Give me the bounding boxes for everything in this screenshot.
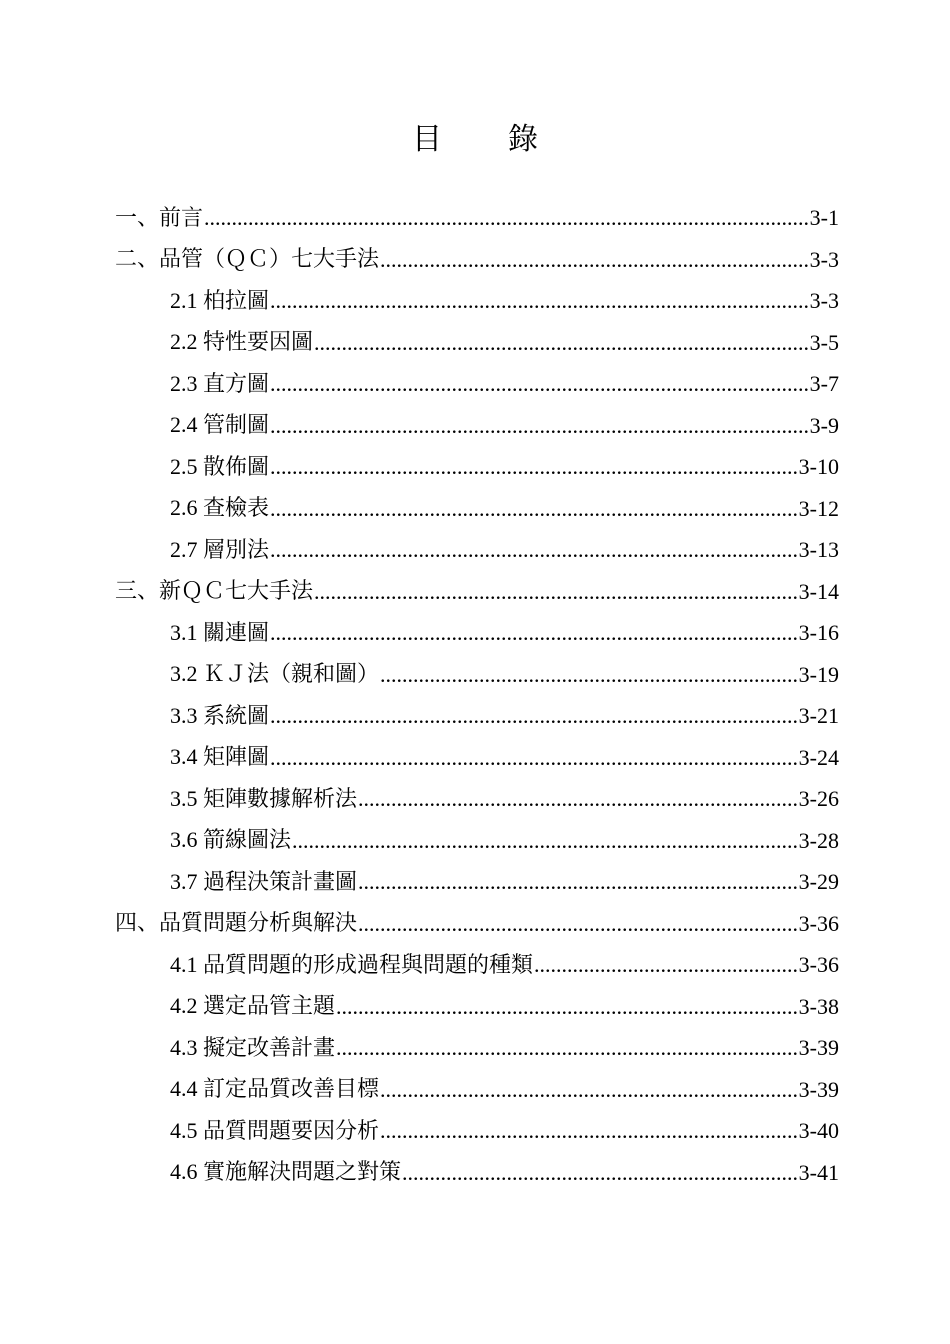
toc-entry-line [170, 944, 839, 987]
dot-leader [270, 280, 808, 322]
dot-leader [380, 654, 797, 696]
dot-leader [358, 778, 797, 820]
dot-leader [270, 612, 797, 654]
toc-entry-title: 特性要因圖 [203, 330, 314, 355]
toc-entry-label [170, 612, 269, 655]
toc-entry-label [170, 736, 269, 779]
toc-entry-label [115, 238, 379, 281]
toc-entry-line [170, 778, 839, 821]
toc-entry-title: 查檢表 [203, 496, 270, 521]
toc-page-number: 3-39 [798, 1035, 839, 1060]
toc-entry-label [170, 944, 533, 987]
toc-entry-title: 直方圖 [203, 371, 270, 397]
toc-subsection-entry[interactable] [0, 944, 950, 986]
toc-page-number: 3-12 [798, 495, 839, 521]
dot-leader [358, 861, 797, 903]
toc-entry-label [170, 819, 291, 862]
toc-subsection-entry[interactable] [0, 695, 950, 737]
dot-leader [358, 903, 797, 945]
toc-entry-title: 過程決策計畫圖 [203, 869, 358, 895]
toc-entry-label [170, 695, 269, 738]
dot-leader [270, 405, 808, 447]
toc-entry-label [170, 1027, 335, 1070]
toc-entry-line [170, 1068, 839, 1111]
toc-entry-line [170, 1027, 839, 1070]
toc-entry-label [115, 197, 203, 240]
toc-entry-line [115, 570, 839, 613]
toc-page-number: 3-21 [798, 703, 839, 728]
toc-subsection-entry[interactable] [0, 612, 950, 654]
toc-entry-title: 箭線圖法 [203, 828, 292, 853]
toc-entry-label [170, 363, 269, 406]
dot-leader [270, 446, 797, 488]
toc-entry-line [170, 280, 839, 323]
toc-entry-label [170, 778, 357, 821]
toc-entry-number: 4.4 [170, 1076, 198, 1101]
toc-subsection-entry[interactable] [0, 405, 950, 447]
toc-entry-line [170, 695, 839, 738]
toc-entry-number: 2.7 [170, 536, 198, 562]
dot-leader [380, 1110, 797, 1152]
toc-entry-line [170, 529, 839, 572]
toc-section-entry[interactable] [0, 239, 950, 281]
toc-entry-title: ＫＪ法（親和圖） [203, 662, 380, 687]
toc-entry-title: 品質問題要因分析 [203, 1118, 380, 1144]
dot-leader [270, 737, 797, 779]
table-of-contents [0, 197, 950, 1193]
toc-entry-number: 2.6 [170, 495, 198, 520]
dot-leader [336, 1027, 797, 1069]
toc-entry-line [170, 819, 839, 862]
toc-entry-line [170, 1110, 839, 1153]
toc-subsection-entry[interactable] [0, 654, 950, 696]
toc-entry-line [170, 1151, 839, 1194]
toc-entry-title: 系統圖 [203, 703, 270, 729]
dot-leader [380, 1069, 797, 1111]
toc-page-number: 3-24 [798, 744, 839, 770]
toc-subsection-entry[interactable] [0, 1027, 950, 1069]
toc-entry-title: 三、新ＱＣ七大手法 [115, 579, 314, 604]
dot-leader [292, 820, 797, 862]
dot-leader [402, 1152, 797, 1194]
toc-entry-label [170, 321, 313, 364]
toc-page-number: 3-1 [809, 205, 839, 230]
toc-entry-number: 3.4 [170, 744, 198, 769]
toc-entry-title: 矩陣數據解析法 [203, 786, 358, 812]
dot-leader [270, 488, 797, 530]
toc-entry-title: 擬定改善計畫 [203, 1035, 336, 1061]
page-title [0, 118, 950, 162]
toc-page-number: 3-28 [798, 827, 839, 853]
toc-page-number: 3-5 [809, 329, 839, 355]
toc-page-number: 3-10 [798, 454, 839, 479]
toc-entry-title: 選定品管主題 [203, 994, 336, 1019]
toc-subsection-entry[interactable] [0, 322, 950, 364]
toc-subsection-entry[interactable] [0, 280, 950, 322]
toc-entry-line [170, 404, 839, 447]
toc-entry-line [170, 446, 839, 489]
toc-entry-number: 2.1 [170, 287, 198, 313]
dot-leader [314, 322, 808, 364]
toc-entry-number: 3.1 [170, 619, 198, 645]
toc-page-number: 3-38 [798, 993, 839, 1019]
toc-entry-title: 四、品質問題分析與解決 [115, 911, 358, 936]
toc-subsection-entry[interactable] [0, 986, 950, 1028]
toc-entry-title: 矩陣圖 [203, 745, 270, 770]
toc-entry-number: 2.2 [170, 329, 198, 354]
toc-entry-number: 4.3 [170, 1034, 198, 1060]
dot-leader [534, 944, 797, 986]
toc-entry-title: 層別法 [203, 537, 270, 563]
dot-leader [314, 571, 797, 613]
toc-entry-number: 4.1 [170, 951, 198, 977]
toc-entry-title: 二、品管（ＱＣ）七大手法 [115, 247, 380, 272]
toc-entry-number: 3.3 [170, 702, 198, 728]
toc-page-number: 3-3 [809, 246, 839, 272]
toc-page-number: 3-26 [798, 786, 839, 811]
toc-page-number: 3-19 [798, 661, 839, 687]
title-char-2: 錄 [508, 122, 538, 157]
toc-subsection-entry[interactable] [0, 488, 950, 530]
toc-entry-line [170, 487, 839, 530]
toc-subsection-entry[interactable] [0, 1069, 950, 1111]
toc-entry-label [170, 861, 357, 904]
toc-entry-label [170, 487, 269, 530]
toc-page-number: 3-7 [809, 371, 839, 396]
toc-entry-line [170, 363, 839, 406]
toc-entry-number: 3.7 [170, 868, 198, 894]
toc-page-number: 3-41 [798, 1159, 839, 1185]
toc-entry-label [170, 985, 335, 1028]
toc-entry-title: 柏拉圖 [203, 288, 270, 314]
toc-entry-title: 實施解決問題之對策 [203, 1160, 402, 1185]
toc-entry-number: 3.2 [170, 661, 198, 686]
toc-entry-line [170, 653, 839, 696]
toc-entry-line [170, 985, 839, 1028]
toc-section-entry[interactable] [0, 197, 950, 239]
toc-entry-label [170, 404, 269, 447]
dot-leader [270, 529, 797, 571]
toc-entry-label [170, 446, 269, 489]
toc-subsection-entry[interactable] [0, 1110, 950, 1152]
toc-entry-title: 關連圖 [203, 620, 270, 646]
toc-subsection-entry[interactable] [0, 1152, 950, 1194]
toc-entry-title: 管制圖 [203, 413, 270, 438]
toc-entry-label [170, 529, 269, 572]
toc-entry-number: 2.4 [170, 412, 198, 437]
toc-entry-label [170, 1151, 401, 1194]
toc-page-number: 3-36 [798, 952, 839, 977]
toc-subsection-entry[interactable] [0, 820, 950, 862]
toc-page-number: 3-13 [798, 537, 839, 562]
toc-entry-title: 散佈圖 [203, 454, 270, 480]
title-char-1: 目 [412, 122, 442, 157]
toc-entry-label [170, 653, 379, 696]
toc-entry-number: 3.5 [170, 785, 198, 811]
toc-page-number: 3-29 [798, 869, 839, 894]
toc-entry-label [170, 1068, 379, 1111]
toc-page-number: 3-3 [809, 288, 839, 313]
dot-leader [336, 986, 797, 1028]
toc-page-number: 3-16 [798, 620, 839, 645]
toc-entry-number: 4.6 [170, 1159, 198, 1184]
toc-entry-number: 2.3 [170, 370, 198, 396]
dot-leader [204, 197, 808, 239]
toc-page-number: 3-9 [809, 412, 839, 438]
toc-entry-line [170, 736, 839, 779]
dot-leader [270, 363, 808, 405]
toc-entry-number: 2.5 [170, 453, 198, 479]
toc-entry-title: 一、前言 [115, 205, 204, 231]
toc-entry-number: 3.6 [170, 827, 198, 852]
toc-page-number: 3-14 [798, 578, 839, 604]
toc-page-number: 3-40 [798, 1118, 839, 1143]
toc-entry-title: 訂定品質改善目標 [203, 1077, 380, 1102]
toc-entry-line [170, 321, 839, 364]
toc-page-number: 3-36 [798, 910, 839, 936]
toc-entry-line [115, 238, 839, 281]
toc-page-number: 3-39 [798, 1076, 839, 1102]
toc-entry-label [170, 1110, 379, 1153]
toc-entry-title: 品質問題的形成過程與問題的種類 [203, 952, 534, 978]
dot-leader [270, 695, 797, 737]
toc-entry-line [115, 197, 839, 240]
toc-entry-line [115, 902, 839, 945]
dot-leader [380, 239, 808, 281]
toc-section-entry[interactable] [0, 903, 950, 945]
toc-subsection-entry[interactable] [0, 737, 950, 779]
toc-entry-label [115, 902, 357, 945]
toc-entry-label [115, 570, 313, 613]
toc-entry-line [170, 612, 839, 655]
toc-section-entry[interactable] [0, 571, 950, 613]
toc-subsection-entry[interactable] [0, 778, 950, 820]
toc-entry-number: 4.5 [170, 1117, 198, 1143]
toc-entry-number: 4.2 [170, 993, 198, 1018]
toc-entry-label [170, 280, 269, 323]
toc-subsection-entry[interactable] [0, 861, 950, 903]
toc-subsection-entry[interactable] [0, 446, 950, 488]
toc-entry-line [170, 861, 839, 904]
toc-subsection-entry[interactable] [0, 363, 950, 405]
toc-subsection-entry[interactable] [0, 529, 950, 571]
